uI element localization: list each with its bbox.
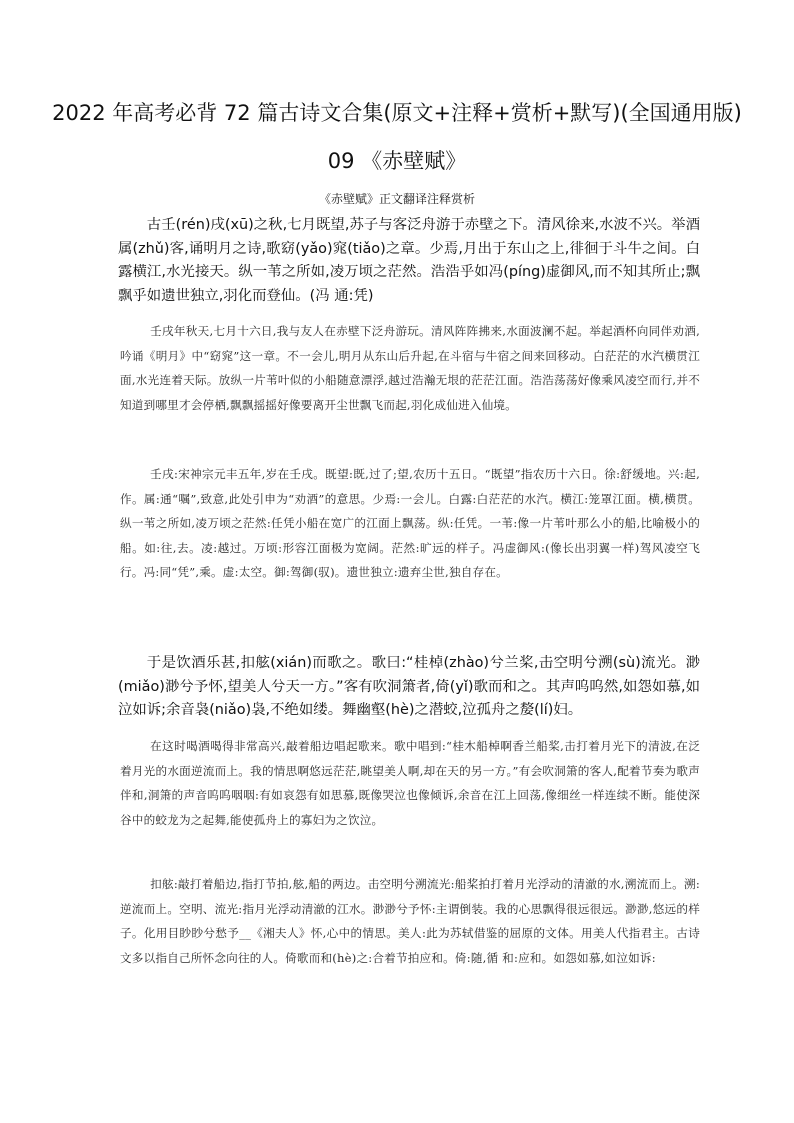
annotation-paragraph-2: 扣舷:敲打着船边,指打节拍,舷,船的两边。击空明兮溯流光:船桨拍打着月光浮动的清澈的水,溯流而上。溯:逆流而上。空明、流光:指月光浮动清澈的江水。渺渺兮予怀:主谓倒装。我的心思飘得很远很远。渺渺,悠远的样子。化用目眇眇兮愁予__《湘夫人》怀,心中的情思。美人:此为苏轼借鉴的屈原的文体。用美人代指君主。古诗文多以指自己所怀念向往的人。倚歌而和(hè)之:合着节拍应和。倚:随,循 和:应和。如怨如慕,如泣如诉:	[120, 877, 700, 965]
original-text-paragraph-1: 古壬(rén)戌(xū)之秋,七月既望,苏子与客泛舟游于赤壁之下。清风徐来,水波不兴。举酒属(zhǔ)客,诵明月之诗,歌窈(yǎo)窕(tiǎo)之章。少焉,月出于东山之上,徘徊于斗牛之间。白露横江,水光接天。纵一苇之所如,凌万顷之茫然。浩浩乎如冯(píng)虚御风,而不知其所止;飘飘乎如遗世独立,羽化而登仙。(冯 通:凭)	[118, 217, 700, 304]
original-text-paragraph-2: 于是饮酒乐甚,扣舷(xián)而歌之。歌曰:“桂棹(zhào)兮兰桨,击空明兮溯(sù)流光。渺(miǎo)渺兮予怀,望美人兮天一方。”客有吹洞箫者,倚(yǐ)歌而和之。其声呜呜然,如怨如慕,如泣如诉;余音袅(niǎo)袅,不绝如缕。舞幽壑(hè)之潜蛟,泣孤舟之嫠(lí)妇。	[118, 655, 700, 718]
sub-title: 09 《赤壁赋》	[327, 149, 467, 173]
translation-paragraph-1: 壬戌年秋天,七月十六日,我与友人在赤壁下泛舟游玩。清风阵阵拂来,水面波澜不起。举起酒杯向同伴劝酒,吟诵《明月》中“窈窕”这一章。不一会儿,明月从东山后升起,在斗宿与牛宿之间来回移动。白茫茫的水汽横贯江面,水光连着天际。放纵一片苇叶似的小船随意漂浮,越过浩瀚无垠的茫茫江面。浩浩荡荡好像乘风凌空而行,并不知道到哪里才会停栖,飘飘摇摇好像要离开尘世飘飞而起,羽化成仙进入仙境。	[120, 324, 700, 412]
main-title: 2022 年高考必背 72 篇古诗文合集(原文+注释+赏析+默写)(全国通用版)	[52, 101, 742, 125]
section-heading: 《赤壁赋》正文翻译注释赏析	[318, 192, 475, 206]
annotation-paragraph-1: 壬戌:宋神宗元丰五年,岁在壬戌。既望:既,过了;望,农历十五日。“既望”指农历十六日。徐:舒缓地。兴:起,作。属:通“嘱”,致意,此处引申为“劝酒”的意思。少焉:一会儿。白露:白茫茫的水汽。横江:笼罩江面。横,横贯。纵一苇之所如,凌万顷之茫然:任凭小船在宽广的江面上飘荡。纵:任凭。一苇:像一片苇叶那么小的船,比喻极小的船。如:往,去。凌:越过。万顷:形容江面极为宽阔。茫然:旷远的样子。冯虚御风:(像长出羽翼一样)驾风凌空飞行。冯:同“凭”,乘。虚:太空。御:驾御(驭)。遗世独立:遗弃尘世,独自存在。	[120, 467, 700, 579]
translation-paragraph-2: 在这时喝酒喝得非常高兴,敲着船边唱起歌来。歌中唱到:“桂木船棹啊香兰船桨,击打着月光下的清波,在泛着月光的水面逆流而上。我的情思啊悠远茫茫,眺望美人啊,却在天的另一方。”有会吹洞箫的客人,配着节奏为歌声伴和,洞箫的声音呜呜咽咽:有如哀怨有如思慕,既像哭泣也像倾诉,余音在江上回荡,像细丝一样连续不断。能使深谷中的蛟龙为之起舞,能使孤舟上的寡妇为之饮泣。	[120, 739, 700, 827]
